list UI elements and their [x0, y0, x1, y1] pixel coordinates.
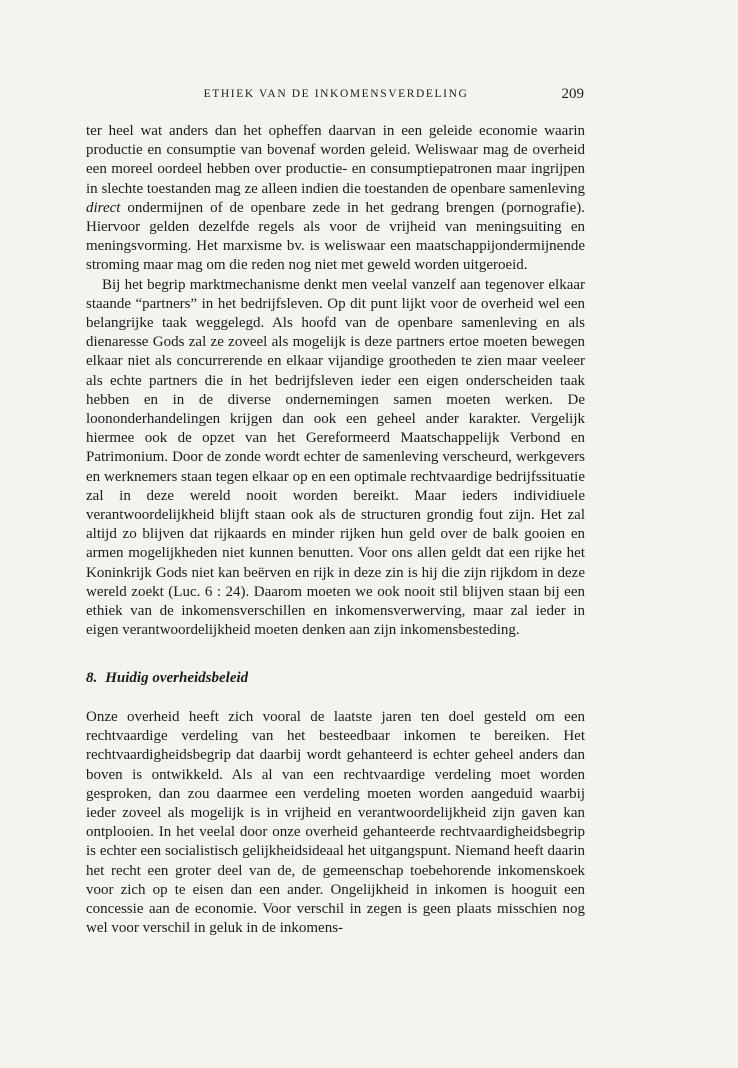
emphasis-direct: direct — [86, 199, 121, 216]
section-heading — [86, 670, 248, 687]
section-title: Huidig overheidsbeleid — [105, 670, 249, 686]
running-title: ETHIEK VAN DE INKOMENSVERDELING — [203, 88, 469, 100]
paragraph-text-after: ondermijnen of de openbare zede in het gedrang brengen (pornografie). Hiervoor gelden dezelfde regels als voor de vrijheid van meningsuiting en meningsvorming. Het marxisme bv. is weliswaar een maatschappijondermijnende stroming maar mag om die reden nog niet met geweld worden uitgeroeid. — [86, 199, 585, 274]
page-number: 209 — [561, 86, 584, 102]
body-text-bottom — [86, 708, 585, 938]
paragraph-continuation — [86, 122, 585, 276]
paragraph-overheidsbeleid: Onze overheid heeft zich vooral de laatste jaren ten doel gesteld om een rechtvaardige verdeling van het besteedbaar inkomen te bereiken. Het rechtvaardigheidsbegrip dat daarbij wordt gehanteerd is echter geheel anders dan boven is ontwikkeld. Als al van een rechtvaardige verdeling moet worden gesproken, dan zou daarmee een verdeling moeten worden aangeduid waarbij ieder zoveel als mogelijk is in vrijheid en verantwoordelijkheid zijn gaven kan ontplooien. In het veelal door onze overheid gehanteerde rechtvaardigheidsbegrip is echter een socialistisch gelijkheidsideaal het uitgangspunt. Niemand heeft daarin het recht een groter deel van de, de gemeenschap toebehorende inkomenskoek voor zich op te eisen dan een ander. Ongelijkheid in inkomen is hooguit een concessie aan de economie. Voor verschil in zegen is geen plaats misschien nog wel voor verschil in geluk in de inkomens- — [86, 709, 585, 937]
section-number: 8. — [86, 670, 98, 686]
paragraph-marktmechanisme: Bij het begrip marktmechanisme denkt men veelal vanzelf aan tegenover elkaar staande “partners” in het bedrijfsleven. Op dit punt lijkt voor de overheid wel een belangrijke taak weggelegd. Als hoofd van de openbare samenleving en als dienaresse Gods zal ze zoveel als mogelijk is deze partners ertoe moeten bewegen elkaar niet als concurrerende en elkaar vijandige grootheden te zien maar veeleer als echte partners die in het bedrijfsleven ieder een eigen onderscheiden taak hebben en in de diverse ondernemingen samen moeten werken. De loononderhandelingen krijgen dan ook een geheel ander karakter. Vergelijk hiermee ook de opzet van het Gereformeerd Maatschappelijk Verbond en Patrimonium. Door de zonde wordt echter de samenleving verscheurd, werkgevers en werknemers staan tegen elkaar op en een optimale rechtvaardige bedrijfssituatie zal in deze wereld nooit worden bereikt. Maar ieders individiuele verantwoordelijkheid blijft staan ook als de structuren grondig fout zijn. Het zal altijd zo blijven dat rijkaards en minder rijken hun geld over de balk gooien en armen mogelijkheden niet kunnen benutten. Voor ons allen geldt dat een rijke het Koninkrijk Gods niet kan beërven en rijk in deze zin is hij die zijn rijkdom in deze wereld zoekt (Luc. 6 : 24). Daarom moeten we ook nooit stil blijven staan bij een ethiek van de inkomensverschillen en inkomensverwerving, maar zal ieder in eigen verantwoordelijkheid moeten denken aan zijn inkomensbesteding. — [86, 276, 585, 639]
body-text-top — [86, 122, 585, 640]
running-head — [88, 86, 584, 108]
paragraph-text-before: ter heel wat anders dan het opheffen daarvan in een geleide economie waarin productie en consumptie van bovenaf worden geleid. Weliswaar mag de overheid een moreel oordeel hebben over productie- en consumptiepatronen maar ingrijpen in slechte toestanden mag ze alleen indien die toestanden de openbare samenleving — [86, 123, 585, 197]
